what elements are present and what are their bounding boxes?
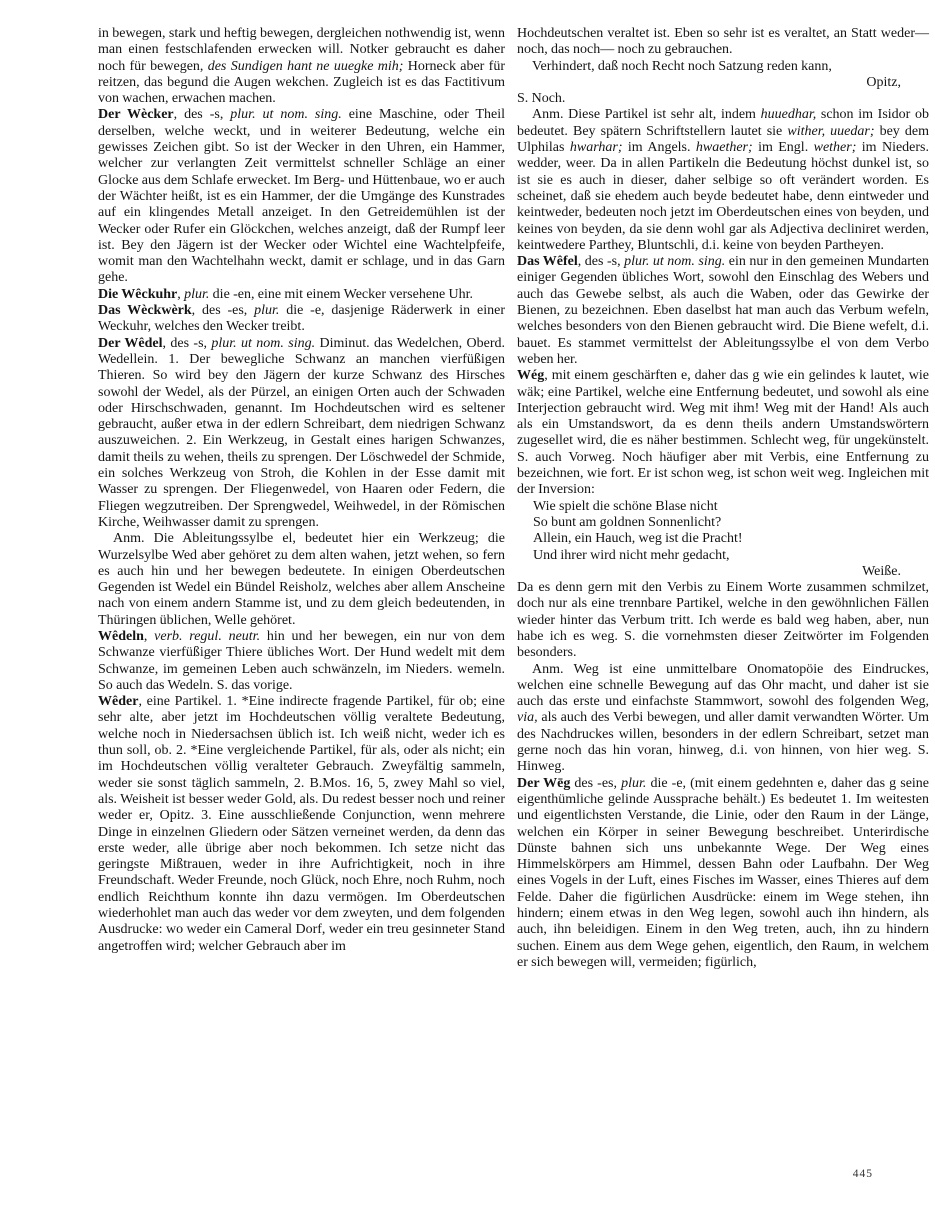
italic-text-segment: wither, uuedar; xyxy=(787,123,875,139)
dictionary-entry xyxy=(98,694,505,955)
text-paragraph xyxy=(98,26,505,107)
text-segment: hin und her bewegen, ein nur von dem Schwanze vierfüßiger Thiere übliches Wort. Der Hund wedelt mit dem Schwanze, im gemeinen Leben auch schwänzeln, im Nieders. wemeln. So auch das Wedeln. S. das vorige. xyxy=(98,628,505,693)
text-segment: , des -s, xyxy=(162,335,212,351)
dictionary-entry xyxy=(517,254,929,368)
text-segment: So bunt am goldnen Sonnenlicht? xyxy=(533,514,722,530)
text-segment: , des -s, xyxy=(577,254,625,270)
text-segment: Hochdeutschen veraltet ist. Eben so sehr ist es veraltet, an Statt weder— noch, das noch— noch zu gebrauchen. xyxy=(517,26,929,58)
annotation-paragraph xyxy=(517,107,929,254)
right-column xyxy=(517,26,929,971)
headword: Das Wèckwèrk xyxy=(98,303,192,319)
text-segment: eine Maschine, oder Theil derselben, welche weckt, und in weiterer Bedeutung, welche ein gewisses Zeichen gibt. So ist der Wecker in den Uhren, ein Hammer, welcher zur verlangten Zeit vermittelst schneller Schläge an einer Glocke aus dem Schlafe erwecket. Im Berg- und Hüttenbaue, wo er auch der Wächter heißt, ist es ein Hammer, der die Umgänge des Kunstrades auf ein klingendes Metall anzeiget. In den Getreidemühlen ist der Wecker oder Rufer ein Glöckchen, welches anzeigt, daß der Rumpf leer ist. Bey den Jägern ist der Wecker oder Wichtel eine Wachtelpfeife, womit man den Wachtelhahn weckt, damit er schlage, und in das Garn gehe. xyxy=(98,107,505,286)
page-number: 445 xyxy=(852,1168,873,1180)
headword: Der Wècker xyxy=(98,107,174,123)
text-segment: in bewegen, stark und heftig bewegen, dergleichen nothwendig ist, wenn man einen festschlafenden erwecken will. Notker gebraucht es daher noch für bewegen, xyxy=(98,26,505,74)
text-segment: die -en, eine mit einem Wecker versehene Uhr. xyxy=(209,286,474,302)
italic-text-segment: huuedhar, xyxy=(760,107,817,123)
italic-text-segment: hwaether; xyxy=(695,140,753,156)
verse-line xyxy=(517,499,929,515)
italic-text-segment: via, xyxy=(517,710,538,726)
text-segment: als auch des Verbi bewegen, und aller damit verwandten Wörter. Um des Nachdruckes willen, besonders in der edlern Schreibart, setzet man gerne noch das hin voran, hinweg, d.i. von hinnen, von hier weg. S. Hinweg. xyxy=(517,710,929,775)
dictionary-entry xyxy=(517,776,929,972)
italic-text-segment: plur. ut nom. sing. xyxy=(624,254,726,270)
text-segment: des -es, xyxy=(570,775,622,791)
headword: Wêdeln xyxy=(98,628,144,644)
text-paragraph xyxy=(517,26,929,59)
italic-text-segment: plur. xyxy=(621,775,647,791)
text-segment: Anm. Die Ableitungssylbe el, bedeutet hier ein Werkzeug; die Wurzelsylbe Wed aber gehöret zu dem alten wahen, jetzt wehen, so fern es auch hin und her bewegen bedeutete. In einigen Oberdeutschen Gegenden ist Wedel ein Bündel Reisholz, welches aber allem Anscheine nach von einem andern Stamme ist, und zu dem gleich bedeutenden, in Thüringen üblichen, Welle gehöret. xyxy=(98,531,505,628)
attribution-line xyxy=(517,564,929,580)
headword: Das Wêfel xyxy=(517,254,578,270)
text-segment: , eine Partikel. 1. *Eine indirecte fragende Partikel, für ob; eine sehr alte, aber jetzt im Hochdeutschen völlig veraltete Bedeutung, welche noch in Niedersachsen üblich ist. Ich weiß nicht, weder ich es thun soll, ob. 2. *Eine vergleichende Partikel, für als, oder als nicht; ein im Hochdeutschen völlig veralteter Gebrauch. Zweyfältig sammeln, weder sie sonst täglich sammeln, 2. B.Mos. 16, 5, zwey Mahl so viel, als. Weisheit ist besser weder Gold, als. Du redest besser noch und reiner weder er, Opitz. 3. Eine ausschließende Conjunction, wenn mehrere Dinge in einzelnen Gliedern oder Sätzen verneinet werden, da denn das erste weder, alle übrige aber noch bekommen. Ich setze nicht das geringste Mißtrauen, weder in ihre Aufrichtigkeit, noch in ihre Freundschaft. Weder Freunde, noch Glück, noch Ehre, noch Ruhm, noch endlich Reichthum konnte ihn dazu vermögen. Im Oberdeutschen wiederhohlet man auch das weder vor dem zweyten, und dem folgenden Ausdrucke: wo weder ein Cameral Dorf, weder ein treu gesinneter Stand angetroffen wird; welcher Gebrauch aber im xyxy=(98,694,505,954)
two-column-text-area xyxy=(98,26,929,971)
dictionary-entry xyxy=(98,303,505,336)
dictionary-entry xyxy=(98,336,505,532)
text-segment: , xyxy=(177,286,185,302)
text-segment: Diminut. das Wedelchen, Oberd. Wedellein. 1. Der bewegliche Schwanz an manchen vierfüßigen Thieren. So wird bey den Jägern der kurze Schwanz des Hirsches sowohl der Wedel, als der Pürzel, an einigen Orten auch der Schwaden oder Hirschschwaden, genannt. Im Hochdeutschen wird es seltener gebraucht, außer etwa in der edlern Schreibart, dem niedrigen Schwanz auszuweichen. 2. Ein Werkzeug, in Gestalt eines harigen Schwanzes, damit theils zu wehen, theils zu sprengen. Der Löschwedel der Schmide, ein solches Werkzeug von Stroh, die Kohlen in der Esse damit mit Wasser zu sprengen. Der Fliegenwedel, von Haaren oder Federn, die Fliegen wegzutreiben. Der Sprengwedel, Weihwedel, in der Römischen Kirche, Weihwasser damit zu sprengen. xyxy=(98,335,505,530)
text-segment: S. Noch. xyxy=(517,91,566,107)
text-paragraph xyxy=(517,580,929,661)
text-paragraph xyxy=(517,91,929,107)
italic-text-segment: verb. regul. neutr. xyxy=(154,628,261,644)
italic-text-segment: plur. ut nom. sing. xyxy=(230,107,342,123)
text-segment: schon im Isidor ob bedeutet. Bey spätern Schriftstellern lautet sie xyxy=(517,107,929,139)
annotation-paragraph xyxy=(98,531,505,629)
dictionary-entry xyxy=(98,287,505,303)
verse-line xyxy=(517,548,929,564)
text-segment: Allein, ein Hauch, weg ist die Pracht! xyxy=(533,531,743,547)
text-segment: Und ihrer wird nicht mehr gedacht, xyxy=(533,547,730,563)
text-segment: im Angels. xyxy=(622,140,696,156)
text-segment: bey dem Ulphilas xyxy=(517,123,929,156)
verse-line xyxy=(517,515,929,531)
headword: Der Wêdel xyxy=(98,335,163,351)
headword: Wêder xyxy=(98,694,139,710)
text-segment: Anm. Weg ist eine unmittelbare Onomatopöie des Eindruckes, welchen eine schnelle Bewegung auf das Ohr macht, und daher ist sie auch das erste und einfachste Stammwort, sowohl des folgenden Weg, xyxy=(517,661,929,710)
text-segment: im Engl. xyxy=(752,140,814,156)
text-segment: Wie spielt die schöne Blase nicht xyxy=(533,498,718,514)
text-segment: , mit einem geschärften e, daher das g wie ein gelindes k lautet, wie wäk; eine Partikel, welche eine Entfernung bedeutet, und sowohl als eine Interjection gebraucht wird. Weg mit ihm! Weg mit der Hand! Als auch als ein Umstandswort, da es denn theils andern Umstandswörtern zugesellet wird, die es näher bestimmen. Schlecht weg, für ungekünstelt. S. auch Vorweg. Noch häufiger aber mit Verbis, eine Entfernung zu bezeichnen, wie fort. Er ist schon weg, ist schon weit weg. Ingleichen mit der Inversion: xyxy=(517,368,929,498)
headword: Der Wēg xyxy=(517,775,571,791)
dictionary-entry xyxy=(517,368,929,498)
text-segment: Da es denn gern mit den Verbis zu Einem Worte zusammen schmilzet, doch nur als eine trennbare Partikel, welche in den gewöhnlichen Fällen wieder hinter das Verbum tritt. Ich werde es bald weg haben, aber, nun habe ich es weg. S. die vornehmsten dieser Zeitwörter im Folgenden besonders. xyxy=(517,580,929,661)
headword: Die Wêckuhr xyxy=(98,286,178,302)
annotation-paragraph xyxy=(517,662,929,776)
italic-text-segment: plur. ut nom. sing. xyxy=(211,335,316,351)
verse-line xyxy=(517,531,929,547)
italic-text-segment: hwarhar; xyxy=(569,140,623,156)
italic-text-segment: des Sundigen hant ne uuegke mih; xyxy=(207,58,404,74)
dictionary-entry xyxy=(98,107,505,286)
annotation-paragraph xyxy=(517,59,929,75)
text-segment: die -e, (mit einem gedehnten e, daher das g seine eigenthümliche gelinde Aussprache behält.) Es bedeutet 1. Im weitesten und eigentlichsten Verstande, die Linie, oder den Raum in der Länge, welchen ein Körper in seiner Bewegung beschreibet. Unterirdische Dünste bahnen sich uns unbekannte Wege. Der Weg eines Himmelskörpers am Himmel, dessen Bahn oder Laufbahn. Der Weg eines Vogels in der Luft, eines Fisches im Wasser, eines Thieres auf dem Felde. Daher die figürlichen Ausdrücke: einem im Wege stehen, ihn hindern; einem etwas in den Weg legen, sowohl auch ihn hindern, als auch, ihn beleidigen. Einem in den Weg treten, auch, ihn zu hindern suchen. Einem aus dem Wege gehen, eigentlich, den Raum, in welchem er sich bewegen will, vermeiden; figürlich, xyxy=(517,775,930,970)
left-column xyxy=(98,26,505,971)
text-segment: die -e, dasjenige Räderwerk in einer Weckuhr, welches den Wecker treibt. xyxy=(98,303,505,335)
dictionary-entry xyxy=(98,629,505,694)
text-segment: , xyxy=(143,628,155,644)
text-segment: , des -es, xyxy=(191,303,255,319)
text-segment: Opitz, xyxy=(866,74,901,90)
text-segment: Horneck aber für reitzen, das begund die Augen wekchen. Zugleich ist es das Factitivum von wachen, erwachen machen. xyxy=(98,58,505,107)
text-segment: Weiße. xyxy=(862,563,901,579)
italic-text-segment: wether; xyxy=(813,140,857,156)
text-segment: , des -s, xyxy=(173,107,231,123)
text-segment: Verhindert, daß noch Recht noch Satzung reden kann, xyxy=(532,58,832,74)
text-segment: im Nieders. wedder, weer. Da in allen Partikeln die Bedeutung höchst dunkel ist, so ist sie es auch in dieser, daher selbige so oft verändert worden. Es scheinet, daß sie ehedem auch beyde bedeutet habe, denn eintweder und keintweder, bedeuten noch jetzt im Oberdeutschen eines von beyden, und keines von beyden, da sie denn wohl gar als Adjectiva decliniret werden, keintwedere Parthey, Bluntschli, d.i. keine von beyden Partheyen. xyxy=(517,140,930,253)
headword: Wég xyxy=(517,368,545,384)
attribution-line xyxy=(517,75,929,91)
text-segment: Anm. Diese Partikel ist sehr alt, indem xyxy=(532,107,761,123)
text-segment: ein nur in den gemeinen Mundarten einiger Gegenden übliches Wort, sowohl den Einschlag des Webers und auch das Gewebe selbst, als auch die Waben, oder das Gewirke der Bienen, zu bezeichnen. Eben daselbst hat man auch das Verbum wefeln, welches besonders von den Bienen gebraucht wird. Die Biene wefelt, d.i. bauet. Es stammet vermittelst der Ableitungssylbe el von dem Verbo weben her. xyxy=(517,254,929,367)
italic-text-segment: plur. xyxy=(184,286,210,302)
italic-text-segment: plur. xyxy=(254,303,280,319)
